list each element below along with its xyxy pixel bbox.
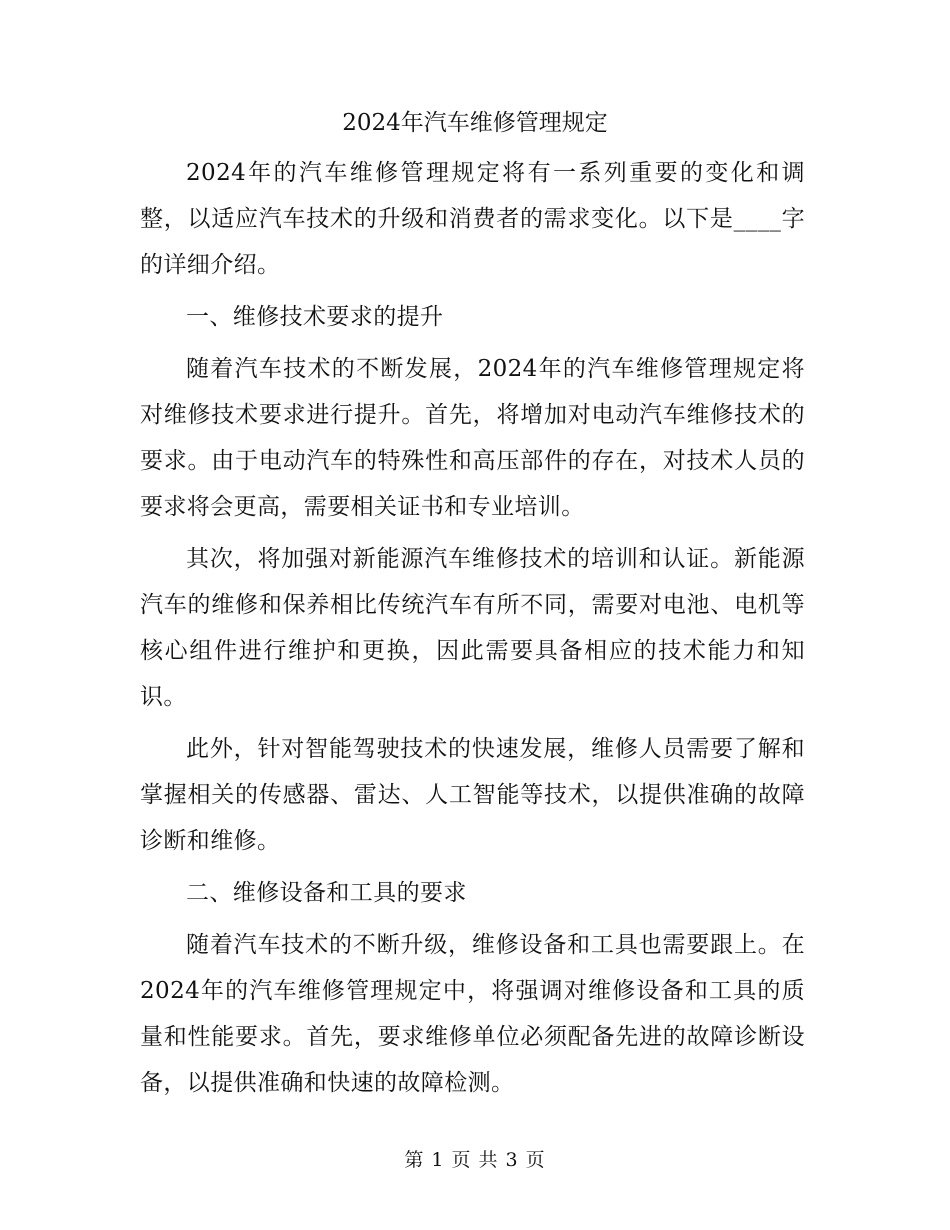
section-heading-1: 一、维修技术要求的提升 bbox=[186, 304, 444, 330]
document-body bbox=[140, 150, 805, 1112]
paragraph: 随着汽车技术的不断发展，2024年的汽车维修管理规定将对维修技术要求进行提升。首先，将增加对电动汽车维修技术的要求。由于电动汽车的特殊性和高压部件的存在，对技术人员的要求将会更高，需要相关证书和专业培训。 bbox=[140, 356, 805, 520]
section-heading-2: 二、维修设备和工具的要求 bbox=[186, 880, 467, 906]
paragraph-intro: 2024年的汽车维修管理规定将有一系列重要的变化和调整，以适应汽车技术的升级和消费者的需求变化。以下是____字的详细介绍。 bbox=[140, 160, 805, 278]
paragraph: 其次，将加强对新能源汽车维修技术的培训和认证。新能源汽车的维修和保养相比传统汽车有所不同，需要对电池、电机等核心组件进行维护和更换，因此需要具备相应的技术能力和知识。 bbox=[140, 546, 805, 710]
page-footer: 第 1 页 共 3 页 bbox=[404, 1149, 546, 1171]
paragraph: 此外，针对智能驾驶技术的快速发展，维修人员需要了解和掌握相关的传感器、雷达、人工智能等技术，以提供准确的故障诊断和维修。 bbox=[140, 736, 805, 854]
document-title: 2024年汽车维修管理规定 bbox=[342, 110, 608, 136]
paragraph: 随着汽车技术的不断升级，维修设备和工具也需要跟上。在2024年的汽车维修管理规定中，将强调对维修设备和工具的质量和性能要求。首先，要求维修单位必须配备先进的故障诊断设备，以提供准确和快速的故障检测。 bbox=[140, 932, 805, 1096]
